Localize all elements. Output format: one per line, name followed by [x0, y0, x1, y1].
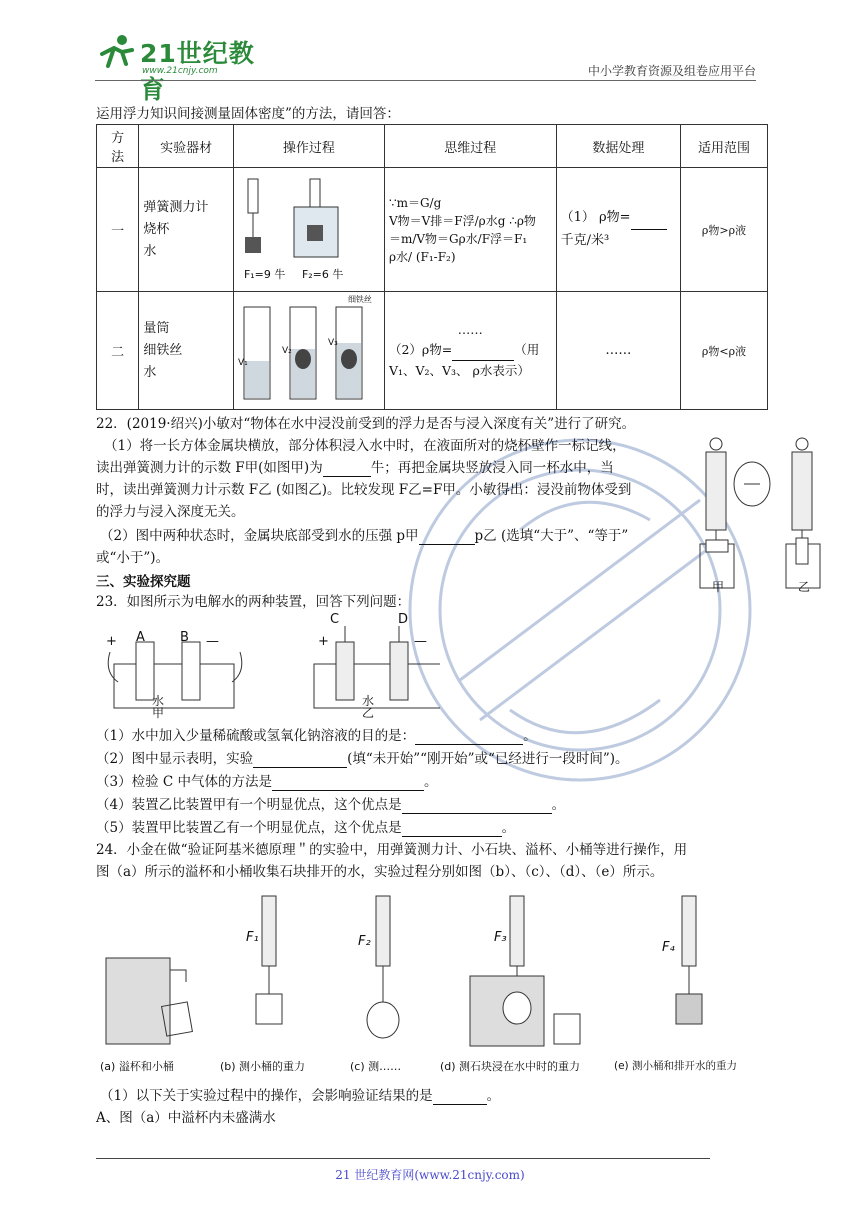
row2-data-dots: ……: [556, 292, 680, 410]
row2-thinking-a: （2）ρ物=: [388, 342, 453, 357]
q24-line1: 24．小金在做“验证阿基米德原理＂的实验中，用弹簧测力计、小石块、溢杯、小桶等进行操作，用: [96, 842, 688, 858]
q23-blank-1[interactable]: [415, 728, 523, 745]
row1-equip-1: 弹簧测力计: [143, 199, 209, 215]
row2-thinking-b: （用: [514, 342, 540, 357]
label-jia: 甲: [152, 706, 165, 720]
label-water-2: 水: [362, 694, 375, 708]
logo-url: www.21cnjy.com: [142, 66, 218, 76]
q22-blank-2[interactable]: [419, 528, 475, 545]
q22-p2-line1a: （2）图中两种状态时，金属块底部受到水的压强 p甲: [100, 528, 419, 544]
section-title: 三、实验探究题: [96, 574, 191, 590]
q23-l1b: 。: [523, 728, 537, 744]
q22-p2-line2: 或“小于”)。: [96, 550, 170, 566]
q22-spring-scales-figure: [696, 434, 826, 594]
row2-equip-1: 量筒: [143, 320, 170, 336]
q23-l4b: 。: [551, 797, 566, 813]
q24-blank-1[interactable]: [433, 1088, 487, 1105]
table-header-range: 适用范围: [681, 125, 768, 168]
q23-l2b: (填“未开始”“刚开始”或“已经进行一段时间”)。: [347, 751, 629, 767]
q24-q1a: （1）以下关于实验过程中的操作，会影响验证结果的是: [100, 1088, 433, 1104]
label-plus-2: +: [318, 634, 329, 649]
q23-blank-4[interactable]: [402, 797, 552, 814]
q22-fig-yi: 乙: [798, 580, 811, 594]
label-minus-2: —: [414, 634, 427, 649]
q22-p1-line1: （1）将一长方体金属块横放，部分体积浸入水中时，在液面所对的烧杯壁作一标记线，: [104, 438, 626, 454]
caption-d: (d) 测石块浸在水中时的重力: [440, 1060, 581, 1073]
electrolysis-apparatus-figure: [100, 612, 440, 716]
header-platform-text: 中小学教育资源及组卷应用平台: [587, 64, 756, 78]
caption-b: (b) 测小桶的重力: [220, 1060, 306, 1073]
q24-option-a: A、图（a）中溢杯内未盛满水: [96, 1110, 276, 1126]
row1-thinking-3: ＝m/V物＝Gρ水/F浮＝F₁: [388, 231, 528, 246]
q22-blank-1[interactable]: [323, 460, 371, 477]
label-a: A: [136, 630, 145, 645]
q22-p1-line4: 的浮力与浸入深度无关。: [96, 504, 245, 520]
caption-a: (a) 溢杯和小桶: [100, 1060, 174, 1073]
table-header-equipment: 实验器材: [139, 125, 234, 168]
op-label-v2: V₂: [281, 346, 292, 356]
row1-equip-3: 水: [143, 243, 157, 259]
caption-c: (c) 测……: [350, 1060, 402, 1073]
logo-text: 21世纪教育: [140, 39, 255, 104]
op-label-v3: V₃: [327, 338, 338, 348]
row1-equip-2: 烧杯: [143, 221, 170, 237]
row2-thinking-c: V₁、V₂、V₃、 ρ水表示）: [388, 363, 530, 378]
runner-logo-icon: [96, 32, 136, 72]
q24-line2: 图（a）所示的溢杯和小桶收集石块排开的水，实验过程分别如图（b）、（c）、（d）、（e）所示。: [96, 864, 664, 880]
intro-line: 运用浮力知识间接测量固体密度”的方法，请回答：: [96, 106, 400, 122]
label-plus-1: +: [106, 634, 117, 649]
row1-thinking-1: ∵m＝G/g: [388, 195, 442, 210]
table-header-data: 数据处理: [556, 125, 680, 168]
header-divider: [95, 80, 756, 81]
label-minus-1: —: [206, 634, 219, 649]
q23-l1a: （1）水中加入少量稀硫酸或氢氧化钠溶液的目的是：: [96, 728, 416, 744]
graduated-cylinder-figure: [234, 293, 384, 405]
row2-method: 二: [97, 292, 139, 410]
op-label-f2: F₂=6 牛: [301, 268, 344, 281]
row2-equip-2: 细铁丝: [143, 342, 183, 358]
q22-p1-line2b: 牛；再把金属块竖放浸入同一杯水中，当: [370, 460, 614, 476]
row1-data-blank[interactable]: [631, 207, 667, 230]
row1-data-a: （1） ρ物=: [560, 210, 631, 225]
row1-data-b: 千克/米³: [560, 233, 610, 248]
q22-fig-jia: 甲: [712, 580, 725, 594]
q22-p1-line2a: 读出弹簧测力计的示数 F甲(如图甲)为: [96, 460, 323, 476]
label-yi: 乙: [362, 706, 375, 720]
force-label-f3: F₃: [494, 930, 507, 945]
row1-range: ρ物>ρ液: [681, 168, 768, 292]
q23-l5a: （5）装置甲比装置乙有一个明显优点，这个优点是: [96, 820, 402, 836]
row2-range: ρ物<ρ液: [681, 292, 768, 410]
label-water-1: 水: [152, 694, 165, 708]
q23-l5b: 。: [501, 820, 516, 836]
q23-title: 23．如图所示为电解水的两种装置，回答下列问题：: [96, 594, 411, 610]
q23-blank-3[interactable]: [272, 774, 424, 791]
force-label-f1: F₁: [246, 930, 259, 945]
method-table: [96, 124, 768, 410]
q22-p2-line1b: p乙 (选填“大于”、“等于”: [474, 528, 629, 544]
label-d: D: [398, 612, 409, 627]
table-header-operation: 操作过程: [233, 125, 384, 168]
op-label-f1: F₁=9 牛: [243, 268, 286, 281]
force-label-f4: F₄: [662, 940, 675, 955]
archimedes-experiment-figure: [100, 884, 780, 1052]
table-header-method: 方 法: [97, 125, 139, 168]
q22-title: 22．(2019·绍兴)小敏对“物体在水中浸没前受到的浮力是否与浸入深度有关”进行了研究。: [96, 416, 636, 432]
table-header-thinking: 思维过程: [384, 125, 556, 168]
op-label-wire: 细铁丝: [347, 295, 372, 304]
site-logo: [96, 30, 266, 104]
label-b: B: [180, 630, 189, 645]
q23-l3a: （3）检验 C 中气体的方法是: [96, 774, 273, 790]
footer-divider: [96, 1158, 710, 1159]
caption-e: (e) 测小桶和排开水的重力: [614, 1060, 737, 1072]
q23-l2a: （2）图中显示表明，实验: [96, 751, 254, 767]
footer-text: 21 世纪教育网(www.21cnjy.com): [335, 1168, 525, 1182]
force-label-f2: F₂: [358, 934, 371, 949]
q22-p1-line3: 时，读出弹簧测力计示数 F乙 (如图乙)。比较发现 F乙=F甲。小敏得出：浸没前物体受到: [96, 482, 632, 498]
row2-thinking-blank[interactable]: [452, 340, 514, 361]
q23-l3b: 。: [424, 774, 438, 790]
q23-l4a: （4）装置乙比装置甲有一个明显优点，这个优点是: [96, 797, 402, 813]
row2-thinking-dots: ……: [457, 322, 483, 337]
q23-blank-5[interactable]: [402, 820, 502, 837]
q23-blank-2[interactable]: [253, 751, 347, 768]
q24-q1b: 。: [486, 1088, 501, 1104]
row2-equip-3: 水: [143, 364, 157, 380]
label-c: C: [330, 612, 340, 627]
row1-thinking-4: ρ水/ (F₁-F₂): [388, 249, 456, 264]
row1-thinking-2: V物＝V排＝F浮/ρ水g ∴ρ物: [388, 213, 536, 228]
row1-method: 一: [97, 168, 139, 292]
op-label-v1: V₁: [237, 358, 248, 368]
